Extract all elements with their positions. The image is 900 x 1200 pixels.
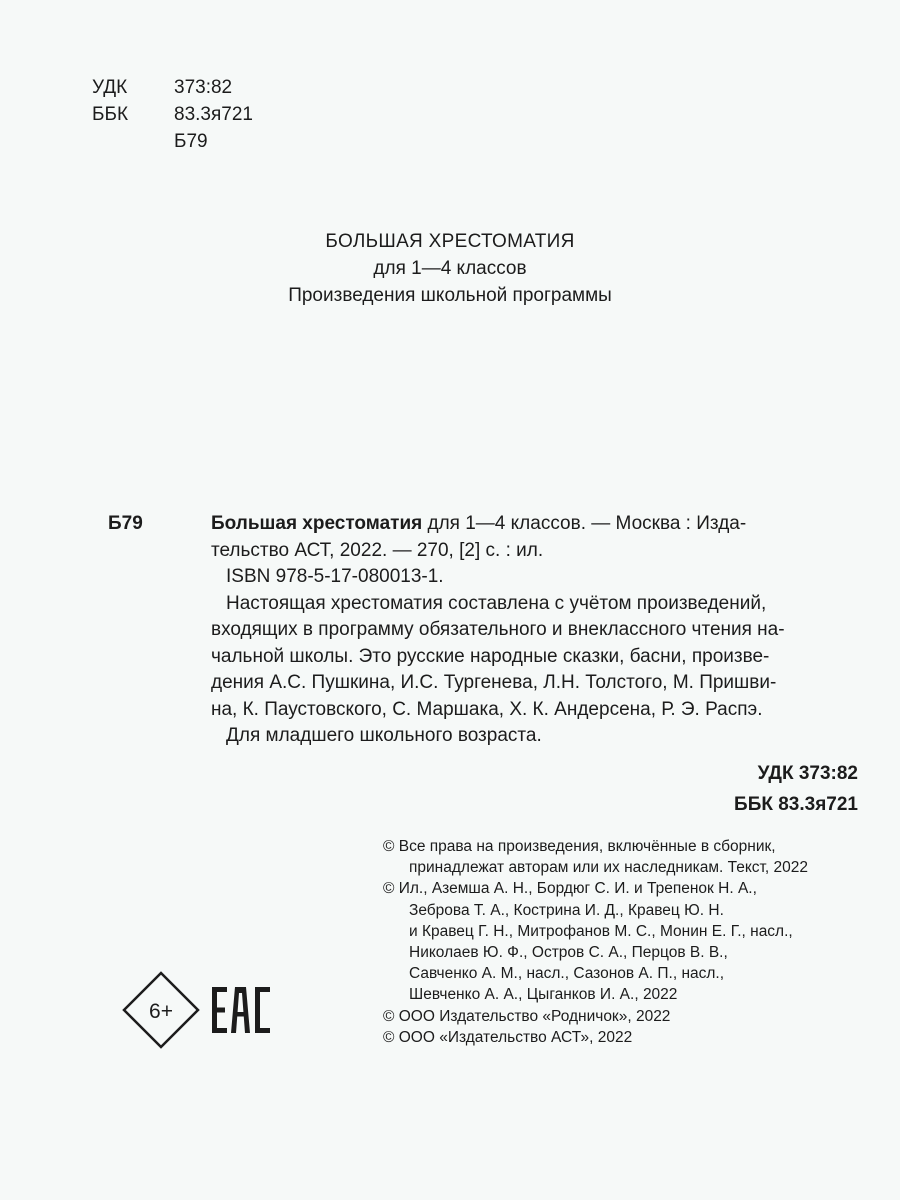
udk-code-bold: УДК 373:82 [757,763,858,784]
bbk-code-bold: ББК 83.3я721 [734,794,858,815]
author-mark: Б79 [174,131,208,152]
audience-line: Для младшего школьного возраста. [226,725,542,746]
biblio-line-1 [108,511,863,538]
udk-row [92,74,253,101]
bbk-label: ББК [92,104,129,125]
bibliographic-entry [108,511,863,750]
rights-line: © ООО Издательство «Родничок», 2022 [383,1007,671,1025]
book-title: БОЛЬШАЯ ХРЕСТОМАТИЯ [325,231,575,252]
annotation-line: на, К. Паустовского, С. Маршака, Х. К. Андерсена, Р. Э. Распэ. [211,698,763,720]
annotation-line: чальной школы. Это русские народные сказки, басни, произве- [211,645,770,667]
biblio-annotation [108,591,863,750]
rights-line: © Ил., Аземша А. Н., Бордюг С. И. и Трепенок Н. А., [383,880,757,898]
udk-label: УДК [92,77,128,98]
biblio-title-rest: для 1—4 классов. — Москва : Изда- [422,513,747,534]
annotation-line: входящих в программу обязательного и внеклассного чтения на- [211,619,785,640]
eac-mark-icon [212,987,270,1033]
book-subtitle: для 1—4 классов [373,258,527,279]
classification-block [92,74,253,155]
rights-line: Николаев Ю. Ф., Остров С. А., Перцов В. В., [409,944,728,962]
biblio-isbn: ISBN 978-5-17-080013-1. [226,566,444,587]
rights-line: Шевченко А. А., Цыганков И. А., 2022 [409,986,678,1004]
book-note: Произведения школьной программы [288,285,612,306]
classification-codes-right [734,758,858,820]
rights-line: Савченко А. М., насл., Сазонов А. П., насл., [409,965,725,983]
rights-line: © Все права на произведения, включённые в сборник, [383,838,776,855]
annotation-line: дения А.С. Пушкина, И.С. Тургенева, Л.Н. Толстого, М. Пришви- [211,672,777,693]
udk-value: 373:82 [174,77,233,98]
rights-line: © ООО «Издательство АСТ», 2022 [383,1028,633,1046]
rights-line: и Кравец Г. Н., Митрофанов М. С., Монин Е. Г., насл., [409,922,793,940]
age-rating-text: 6+ [149,1000,173,1023]
biblio-code: Б79 [108,513,143,534]
rights-line: принадлежат авторам или их наследникам. Текст, 2022 [409,859,809,877]
biblio-title: Большая хрестоматия [211,513,423,534]
age-rating-badge [121,970,201,1050]
bbk-value: 83.3я721 [174,104,253,125]
annotation-line: Настоящая хрестоматия составлена с учётом произведений, [226,592,767,614]
copyright-block [383,836,873,1048]
biblio-line-2: тельство АСТ, 2022. — 270, [2] с. : ил. [211,539,544,561]
rights-line: Зеброва Т. А., Кострина И. Д., Кравец Ю. Н. [409,901,724,919]
bbk-row [92,101,253,128]
title-block [0,228,900,309]
author-mark-row [92,128,253,155]
